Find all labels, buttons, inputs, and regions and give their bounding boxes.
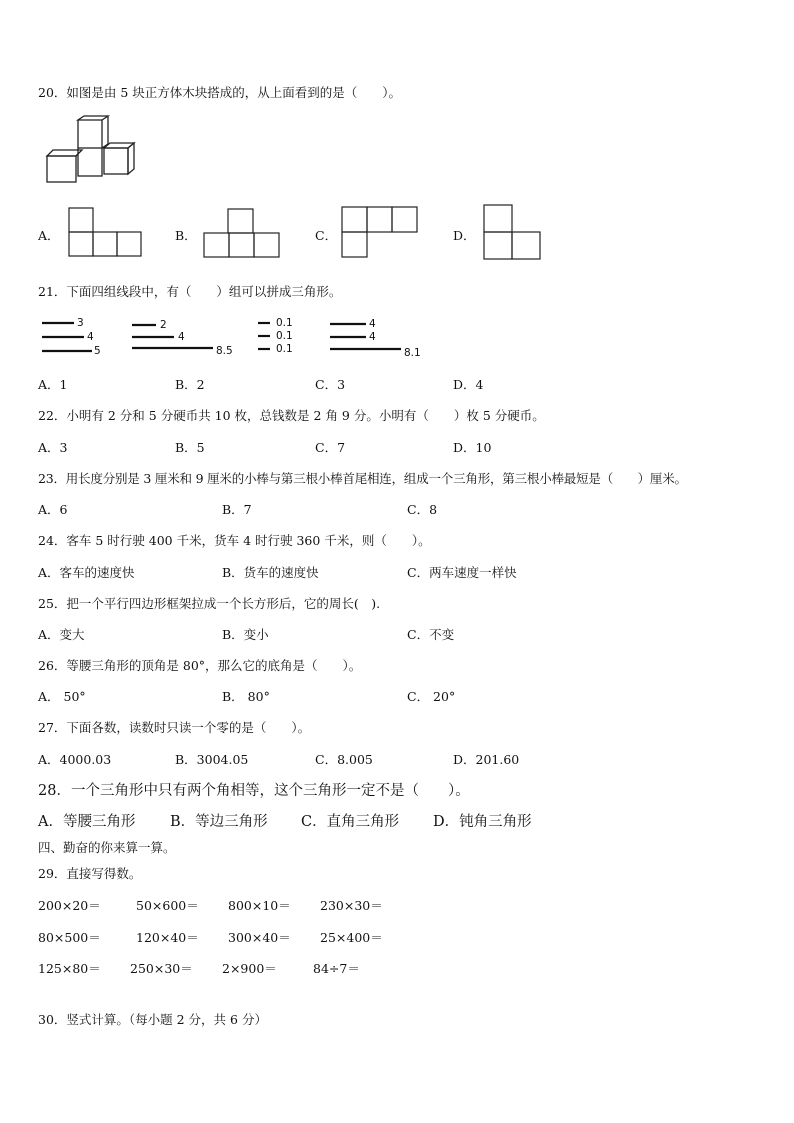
segment-label: 4 [369, 318, 376, 330]
option-26-b[interactable]: B． 80° [222, 689, 270, 704]
question-22-stem: 22．小明有 2 分和 5 分硬币共 10 枚，总钱数是 2 角 9 分。小明有（ ）枚 5 分硬币。 [38, 408, 545, 423]
option-25-c[interactable]: C．不变 [407, 627, 455, 642]
calc-item: 2×900＝ [222, 961, 277, 976]
calc-item: 125×80＝ [38, 961, 101, 976]
calc-item: 50×600＝ [136, 898, 199, 913]
calc-item: 25×400＝ [320, 930, 383, 945]
segment-label: 3 [77, 317, 84, 329]
segment-label: 4 [87, 331, 94, 343]
section-title: 四、勤奋的你来算一算。 [38, 840, 176, 855]
question-21-stem: 21．下面四组线段中，有（ ）组可以拼成三角形。 [38, 284, 342, 299]
segment-group-1 [40, 314, 110, 358]
option-24-b[interactable]: B．货车的速度快 [222, 565, 319, 580]
option-24-c[interactable]: C．两车速度一样快 [407, 565, 517, 580]
option-27-a[interactable]: A．4000.03 [38, 752, 112, 767]
option-28-c[interactable]: C．直角三角形 [301, 814, 400, 830]
view-b-figure [203, 208, 280, 259]
calc-item: 250×30＝ [130, 961, 193, 976]
option-26-a[interactable]: A． 50° [38, 689, 86, 704]
option-28-b[interactable]: B．等边三角形 [170, 814, 268, 830]
question-30-stem: 30．竖式计算。（每小题 2 分，共 6 分） [38, 1012, 267, 1027]
segment-group-4 [328, 314, 428, 360]
view-c-figure [341, 206, 419, 258]
view-d-figure [483, 204, 541, 260]
option-21-c[interactable]: C．3 [315, 377, 346, 392]
segment-label: 4 [178, 331, 185, 343]
question-26-stem: 26．等腰三角形的顶角是 80°，那么它的底角是（ ）。 [38, 658, 362, 673]
option-25-a[interactable]: A．变大 [38, 627, 85, 642]
segment-label: 8.1 [404, 347, 421, 359]
option-23-c[interactable]: C．8 [407, 502, 438, 517]
calc-item: 300×40＝ [228, 930, 291, 945]
question-20-stem: 20．如图是由 5 块正方体木块搭成的，从上面看到的是（ ）。 [38, 85, 402, 100]
segment-label: 5 [94, 345, 101, 357]
question-27-stem: 27．下面各数，读数时只读一个零的是（ ）。 [38, 720, 311, 735]
segment-label: 2 [160, 319, 167, 331]
question-28-stem: 28．一个三角形中只有两个角相等，这个三角形一定不是（ ）。 [38, 783, 470, 799]
segment-label: 0.1 [276, 343, 293, 355]
option-20-b[interactable]: B． [175, 228, 197, 243]
option-22-b[interactable]: B．5 [175, 440, 205, 455]
option-22-a[interactable]: A．3 [38, 440, 68, 455]
option-20-d[interactable]: D． [453, 228, 476, 243]
option-21-a[interactable]: A．1 [38, 377, 68, 392]
option-22-c[interactable]: C．7 [315, 440, 346, 455]
option-24-a[interactable]: A．客车的速度快 [38, 565, 135, 580]
question-24-stem: 24．客车 5 时行驶 400 千米，货车 4 时行驶 360 千米，则（ ）。 [38, 533, 431, 548]
option-27-b[interactable]: B．3004.05 [175, 752, 249, 767]
segment-group-3 [256, 314, 306, 358]
question-25-stem: 25．把一个平行四边形框架拉成一个长方形后，它的周长( ). [38, 596, 381, 611]
calc-item: 230×30＝ [320, 898, 383, 913]
option-27-c[interactable]: C．8.005 [315, 752, 373, 767]
segment-label: 0.1 [276, 330, 293, 342]
segment-label: 0.1 [276, 317, 293, 329]
segment-label: 4 [369, 331, 376, 343]
option-25-b[interactable]: B．变小 [222, 627, 269, 642]
option-28-a[interactable]: A．等腰三角形 [38, 814, 136, 830]
segment-label: 8.5 [216, 345, 233, 357]
option-23-b[interactable]: B．7 [222, 502, 252, 517]
calc-item: 84÷7＝ [313, 961, 360, 976]
option-21-b[interactable]: B．2 [175, 377, 205, 392]
option-20-c[interactable]: C． [315, 228, 338, 243]
option-22-d[interactable]: D．10 [453, 440, 492, 455]
option-28-d[interactable]: D．钝角三角形 [433, 814, 532, 830]
question-23-stem: 23．用长度分别是 3 厘米和 9 厘米的小棒与第三根小棒首尾相连，组成一个三角形，第三根小棒最短是（ ）厘米。 [38, 471, 687, 486]
option-27-d[interactable]: D．201.60 [453, 752, 520, 767]
option-23-a[interactable]: A．6 [38, 502, 68, 517]
option-20-a[interactable]: A． [38, 228, 60, 243]
view-a-figure [68, 207, 142, 258]
calc-item: 800×10＝ [228, 898, 291, 913]
calc-item: 200×20＝ [38, 898, 101, 913]
calc-item: 80×500＝ [38, 930, 101, 945]
option-21-d[interactable]: D．4 [453, 377, 484, 392]
question-29-stem: 29．直接写得数。 [38, 866, 142, 881]
option-26-c[interactable]: C． 20° [407, 689, 456, 704]
segment-group-2 [130, 314, 240, 358]
calc-item: 120×40＝ [136, 930, 199, 945]
cube-figure [44, 116, 139, 186]
